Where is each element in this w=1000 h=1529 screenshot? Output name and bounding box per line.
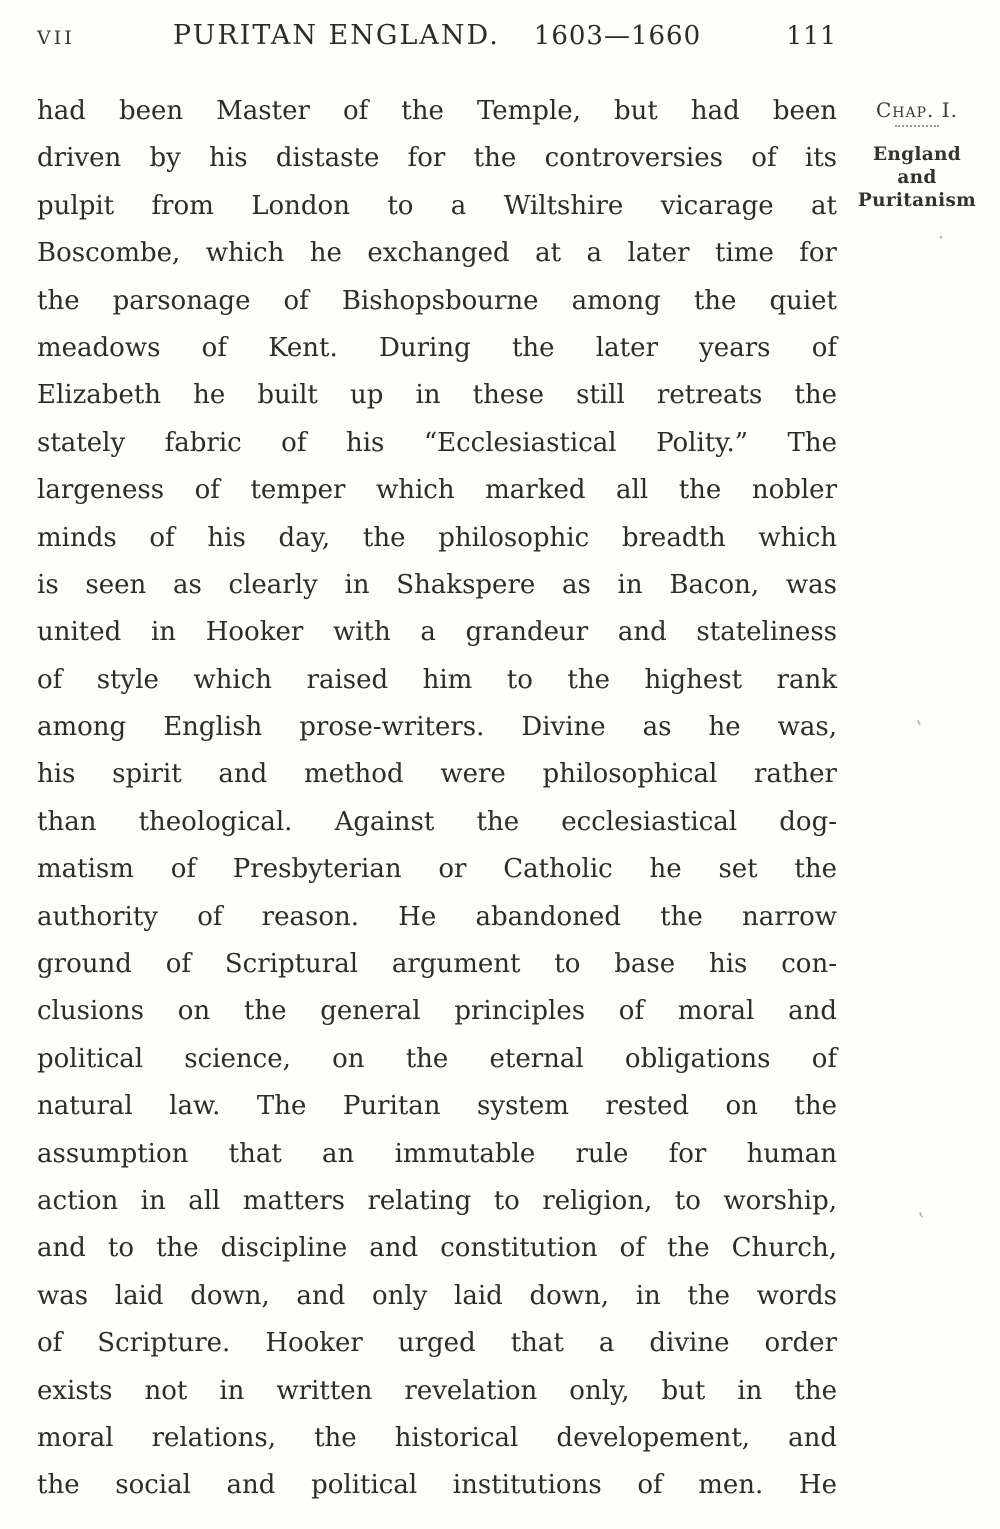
text-line: clusions on the general principles of moral and <box>37 996 837 1027</box>
text-line: matism of Presbyterian or Catholic he set the <box>37 854 837 885</box>
text-line: the social and political institutions of men. He <box>37 1470 837 1501</box>
scan-speck: · <box>938 225 945 249</box>
text-line: ground of Scriptural argument to base his con- <box>37 949 837 980</box>
chapter-signature: VII <box>37 27 75 49</box>
body-text <box>37 88 837 1510</box>
margin-note-topic-line: and <box>897 167 937 188</box>
text-line: pulpit from London to a Wiltshire vicarage at <box>37 190 837 221</box>
text-line: than theological. Against the ecclesiastical dog- <box>37 806 837 837</box>
margin-note-topic-line: England <box>873 144 961 165</box>
text-line: of Scripture. Hooker urged that a divine order <box>37 1328 837 1359</box>
text-line: exists not in written revelation only, but in the <box>37 1375 837 1406</box>
scan-speck: ‛ <box>918 1208 925 1232</box>
text-line: authority of reason. He abandoned the narrow <box>37 901 837 932</box>
text-line: meadows of Kent. During the later years of <box>37 332 837 363</box>
running-title-dates: 1603—1660 <box>533 21 702 51</box>
text-line: moral relations, the historical developement, and <box>37 1422 837 1453</box>
margin-note-topic <box>843 143 991 212</box>
text-line: among English prose-writers. Divine as he was, <box>37 712 837 743</box>
text-line: Boscombe, which he exchanged at a later time for <box>37 238 837 269</box>
scan-speck: ‛ <box>916 716 923 740</box>
text-line: minds of his day, the philosophic breadth which <box>37 522 837 553</box>
margin-notes <box>843 98 991 212</box>
margin-note-topic-line: Puritanism <box>857 190 977 211</box>
text-line: is seen as clearly in Shakspere as in Bacon, was <box>37 569 837 600</box>
text-line: his spirit and method were philosophical rather <box>37 759 837 790</box>
running-title <box>127 20 747 51</box>
text-line: largeness of temper which marked all the nobler <box>37 475 837 506</box>
text-line: was laid down, and only laid down, in the words <box>37 1280 837 1311</box>
text-line: united in Hooker with a grandeur and stateliness <box>37 617 837 648</box>
text-line: and to the discipline and constitution of the Church, <box>37 1233 837 1264</box>
text-line: action in all matters relating to religion, to worship, <box>37 1185 837 1216</box>
text-line: political science, on the eternal obligations of <box>37 1043 837 1074</box>
running-title-text: PURITAN ENGLAND. <box>172 20 500 51</box>
margin-note-rule <box>895 125 939 127</box>
text-line: the parsonage of Bishopsbourne among the quiet <box>37 285 837 316</box>
text-line: natural law. The Puritan system rested on the <box>37 1091 837 1122</box>
page-header <box>37 20 837 51</box>
page-number: 111 <box>786 21 837 50</box>
text-line: stately fabric of his “Ecclesiastical Polity.” The <box>37 427 837 458</box>
text-line: Elizabeth he built up in these still retreats the <box>37 380 837 411</box>
text-line: driven by his distaste for the controversies of its <box>37 143 837 174</box>
text-line: assumption that an immutable rule for human <box>37 1138 837 1169</box>
text-line: had been Master of the Temple, but had been <box>37 96 837 126</box>
margin-note-chapter: Chap. I. <box>875 98 958 122</box>
text-line: of style which raised him to the highest rank <box>37 664 837 695</box>
